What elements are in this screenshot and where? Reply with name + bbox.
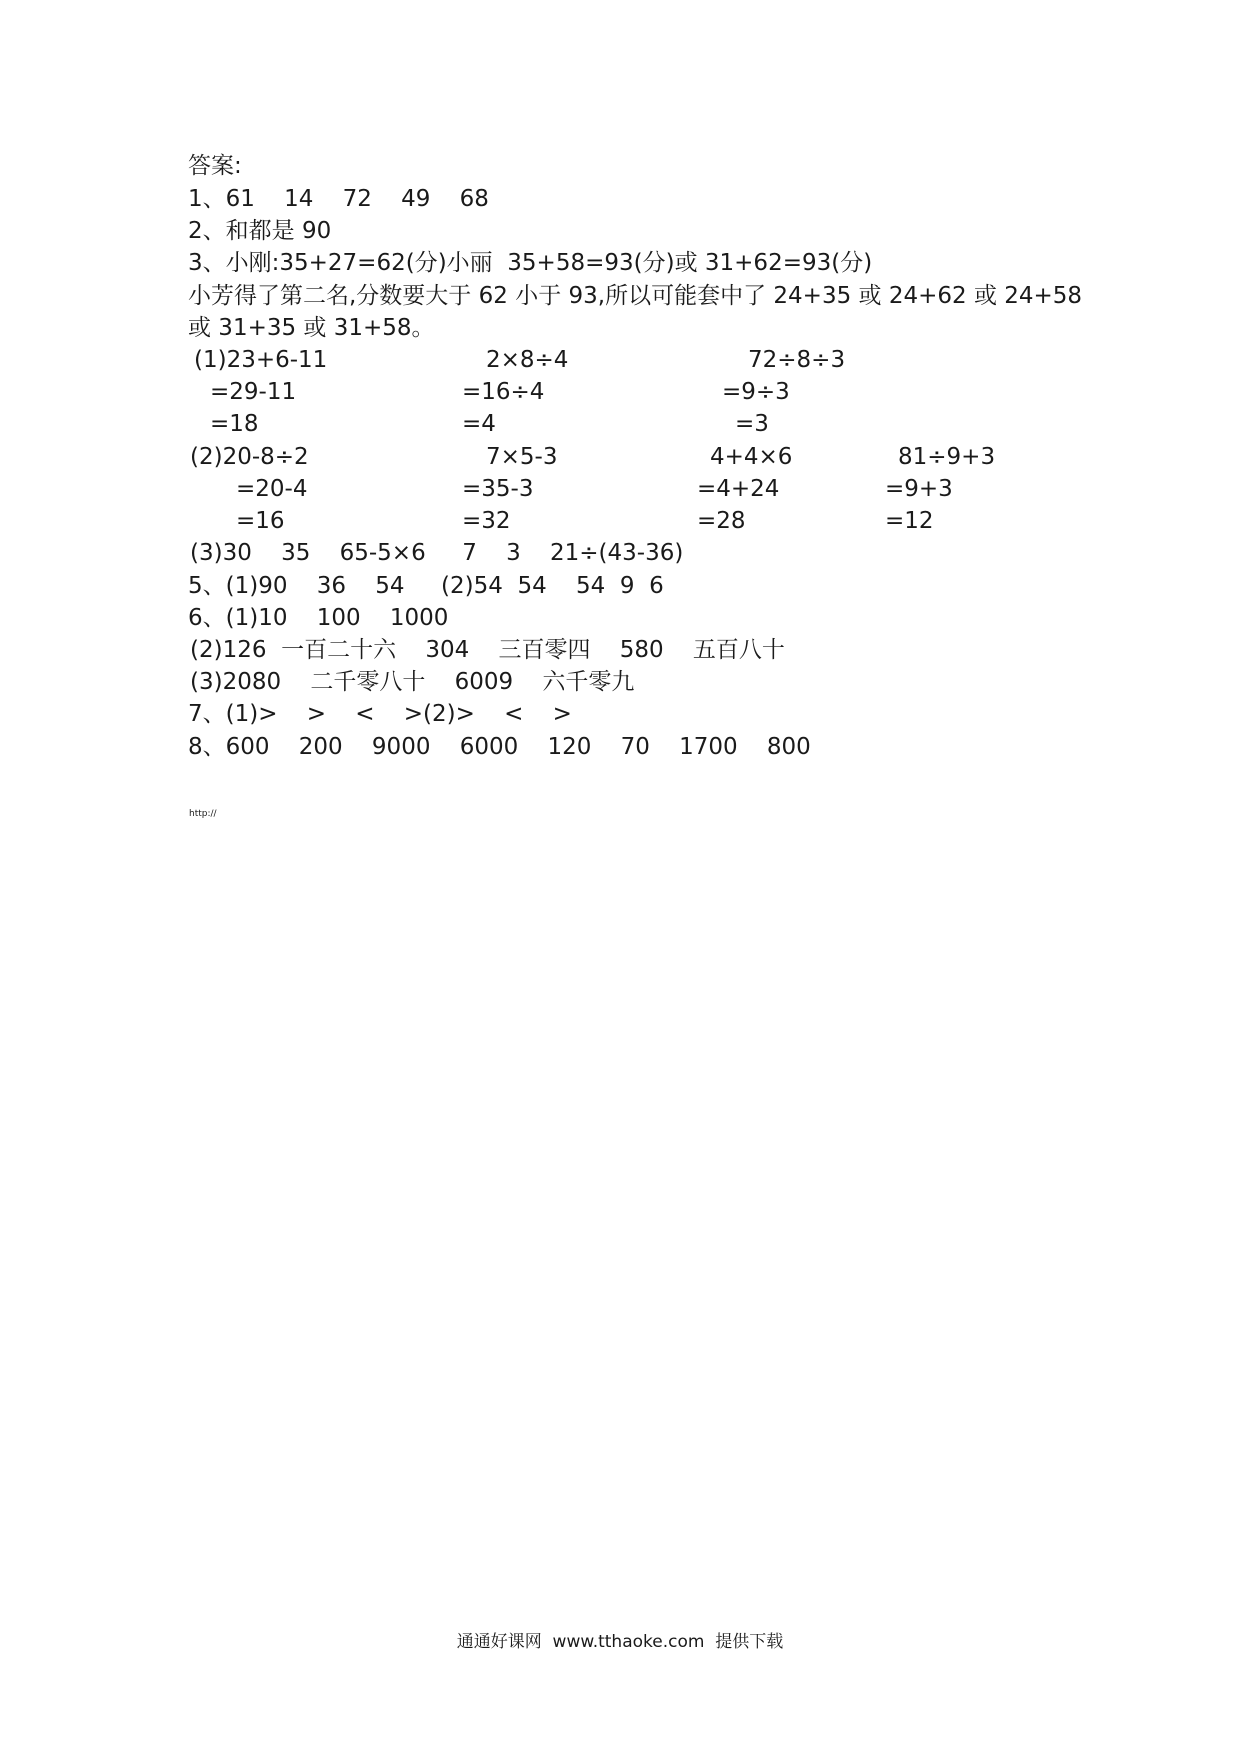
calc-1c-step3: =3 [735,411,769,437]
answer-2: 2、和都是 90 [188,218,332,244]
calc-2c-step3: =28 [697,508,746,534]
answers-heading: 答案: [188,153,242,179]
calc-1b-step3: =4 [462,411,496,437]
answer-3: 3、小刚:35+27=62(分)小丽 35+58=93(分)或 31+62=93(分) [188,250,873,276]
footer-watermark: 通通好课网 www.tthaoke.com 提供下载 [456,1632,784,1652]
answer-3-explanation-cont: 或 31+35 或 31+58。 [188,315,435,341]
calc-2d-step2: =9+3 [885,476,953,502]
calc-2c-step1: 4+4×6 [710,444,793,470]
calc-2a-step1: (2)20-8÷2 [190,444,309,470]
calc-2b-step3: =32 [462,508,511,534]
calc-1a-step1: (1)23+6-11 [194,347,328,373]
answer-3-explanation: 小芳得了第二名,分数要大于 62 小于 93,所以可能套中了 24+35 或 24+62 或 24+58 [188,283,1083,309]
answer-6-part2: (2)126 一百二十六 304 三百零四 580 五百八十 [190,637,785,663]
answer-5: 5、(1)90 36 54 (2)54 54 54 9 6 [188,573,664,599]
calc-1c-step1: 72÷8÷3 [748,347,846,373]
answer-1: 1、61 14 72 49 68 [188,186,489,212]
answer-7: 7、(1)> > < >(2)> < > [188,701,572,727]
calc-2b-step2: =35-3 [462,476,534,502]
answer-6-part1: 6、(1)10 100 1000 [188,605,449,631]
calc-2a-step2: =20-4 [236,476,308,502]
calc-2a-step3: =16 [236,508,285,534]
calc-1a-step2: =29-11 [210,379,297,405]
calc-2c-step2: =4+24 [697,476,780,502]
calc-1a-step3: =18 [210,411,259,437]
calc-1b-step2: =16÷4 [462,379,545,405]
url-fragment: http:// [189,809,217,819]
answer-4-part3: (3)30 35 65-5×6 7 3 21÷(43-36) [190,540,684,566]
calc-2d-step3: =12 [885,508,934,534]
calc-2b-step1: 7×5-3 [486,444,558,470]
calc-2d-step1: 81÷9+3 [898,444,996,470]
answer-8: 8、600 200 9000 6000 120 70 1700 800 [188,734,811,760]
answer-6-part3: (3)2080 二千零八十 6009 六千零九 [190,669,635,695]
calc-1c-step2: =9÷3 [722,379,790,405]
calc-1b-step1: 2×8÷4 [486,347,569,373]
